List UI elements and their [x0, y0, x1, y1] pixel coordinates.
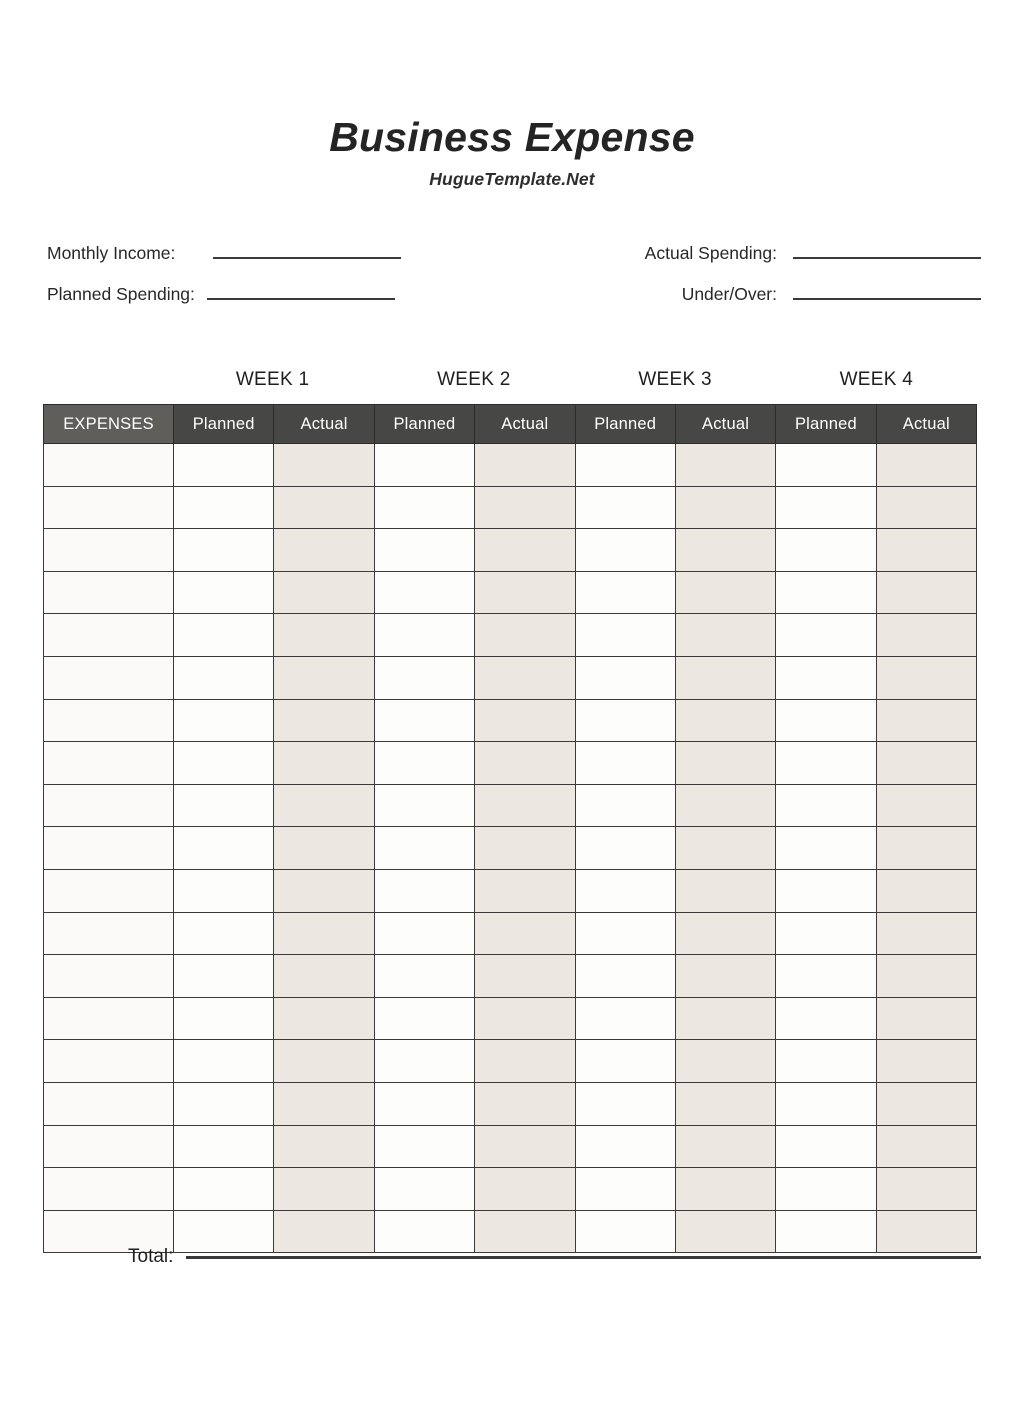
cell-expenses[interactable] — [44, 1082, 174, 1125]
cell-w2_actual[interactable] — [475, 1125, 575, 1168]
cell-w3_actual[interactable] — [675, 742, 775, 785]
cell-w3_planned[interactable] — [575, 1168, 675, 1211]
cell-w4_actual[interactable] — [876, 955, 976, 998]
cell-w4_actual[interactable] — [876, 529, 976, 572]
cell-w1_actual[interactable] — [274, 827, 374, 870]
table-row — [44, 869, 977, 912]
cell-w4_actual[interactable] — [876, 869, 976, 912]
cell-w4_planned[interactable] — [776, 699, 876, 742]
cell-w4_actual[interactable] — [876, 742, 976, 785]
cell-w4_planned[interactable] — [776, 486, 876, 529]
cell-w2_actual[interactable] — [475, 869, 575, 912]
cell-w2_planned[interactable] — [374, 699, 474, 742]
cell-w4_actual[interactable] — [876, 571, 976, 614]
cell-w2_planned[interactable] — [374, 742, 474, 785]
table-row — [44, 699, 977, 742]
cell-w1_planned[interactable] — [174, 1040, 274, 1083]
cell-w3_actual[interactable] — [675, 444, 775, 487]
cell-w1_planned[interactable] — [174, 869, 274, 912]
planned-spending-row — [47, 284, 395, 318]
column-header-w3-actual: Actual — [675, 405, 775, 444]
cell-expenses[interactable] — [44, 699, 174, 742]
expense-table — [43, 404, 977, 1253]
title-block — [0, 116, 1024, 190]
cell-w3_planned[interactable] — [575, 827, 675, 870]
cell-w1_planned[interactable] — [174, 529, 274, 572]
week-label-spacer — [43, 368, 172, 398]
cell-w4_planned[interactable] — [776, 912, 876, 955]
cell-w4_actual[interactable] — [876, 1040, 976, 1083]
cell-w3_actual[interactable] — [675, 529, 775, 572]
column-header-w4-actual: Actual — [876, 405, 976, 444]
cell-w2_planned[interactable] — [374, 1082, 474, 1125]
cell-expenses[interactable] — [44, 486, 174, 529]
planned-spending-input[interactable] — [207, 297, 395, 300]
cell-w1_actual[interactable] — [274, 1168, 374, 1211]
table-row — [44, 1125, 977, 1168]
cell-w3_planned[interactable] — [575, 614, 675, 657]
column-header-w2-planned: Planned — [374, 405, 474, 444]
column-header-w2-actual: Actual — [475, 405, 575, 444]
cell-w2_actual[interactable] — [475, 912, 575, 955]
cell-w1_planned[interactable] — [174, 742, 274, 785]
cell-w3_planned[interactable] — [575, 955, 675, 998]
cell-w2_planned[interactable] — [374, 614, 474, 657]
table-row — [44, 955, 977, 998]
column-header-w1-planned: Planned — [174, 405, 274, 444]
cell-w1_planned[interactable] — [174, 444, 274, 487]
cell-w1_actual[interactable] — [274, 869, 374, 912]
cell-w4_planned[interactable] — [776, 742, 876, 785]
cell-w3_planned[interactable] — [575, 1040, 675, 1083]
cell-w2_actual[interactable] — [475, 444, 575, 487]
cell-w4_actual[interactable] — [876, 997, 976, 1040]
column-header-w4-planned: Planned — [776, 405, 876, 444]
cell-w3_planned[interactable] — [575, 784, 675, 827]
table-row — [44, 1082, 977, 1125]
cell-w3_planned[interactable] — [575, 912, 675, 955]
cell-w2_actual[interactable] — [475, 571, 575, 614]
cell-w4_planned[interactable] — [776, 869, 876, 912]
cell-w1_planned[interactable] — [174, 614, 274, 657]
actual-spending-input[interactable] — [793, 256, 981, 259]
cell-w3_planned[interactable] — [575, 571, 675, 614]
cell-w3_planned[interactable] — [575, 656, 675, 699]
cell-w2_actual[interactable] — [475, 784, 575, 827]
actual-spending-row — [634, 243, 981, 277]
expense-table-body — [44, 444, 977, 1253]
cell-w3_actual[interactable] — [675, 486, 775, 529]
table-row — [44, 1168, 977, 1211]
cell-w1_planned[interactable] — [174, 656, 274, 699]
cell-w4_actual[interactable] — [876, 444, 976, 487]
cell-w2_planned[interactable] — [374, 656, 474, 699]
week-group-label-4: WEEK 4 — [839, 369, 914, 390]
cell-w4_planned[interactable] — [776, 1125, 876, 1168]
cell-w3_actual[interactable] — [675, 784, 775, 827]
cell-expenses[interactable] — [44, 571, 174, 614]
under-over-label: Under/Over: — [681, 284, 777, 304]
cell-w1_planned[interactable] — [174, 912, 274, 955]
cell-w4_actual[interactable] — [876, 1082, 976, 1125]
cell-w3_planned[interactable] — [575, 444, 675, 487]
table-row — [44, 997, 977, 1040]
cell-w2_planned[interactable] — [374, 1040, 474, 1083]
cell-expenses[interactable] — [44, 955, 174, 998]
cell-w2_actual[interactable] — [475, 742, 575, 785]
cell-w2_actual[interactable] — [475, 699, 575, 742]
cell-expenses[interactable] — [44, 997, 174, 1040]
cell-w2_actual[interactable] — [475, 827, 575, 870]
cell-w1_actual[interactable] — [274, 529, 374, 572]
cell-w1_planned[interactable] — [174, 486, 274, 529]
cell-w4_actual[interactable] — [876, 614, 976, 657]
cell-w3_actual[interactable] — [675, 699, 775, 742]
cell-w4_planned[interactable] — [776, 529, 876, 572]
cell-w1_actual[interactable] — [274, 1082, 374, 1125]
week-group-label-2: WEEK 2 — [437, 369, 511, 390]
cell-w2_planned[interactable] — [374, 827, 474, 870]
cell-w4_planned[interactable] — [776, 997, 876, 1040]
cell-w1_planned[interactable] — [174, 699, 274, 742]
cell-w4_planned[interactable] — [776, 955, 876, 998]
cell-w4_actual[interactable] — [876, 1168, 976, 1211]
cell-w3_actual[interactable] — [675, 827, 775, 870]
cell-w1_actual[interactable] — [274, 1125, 374, 1168]
cell-w3_actual[interactable] — [675, 1168, 775, 1211]
week-group-label-3: WEEK 3 — [638, 369, 712, 390]
cell-expenses[interactable] — [44, 1168, 174, 1211]
cell-expenses[interactable] — [44, 869, 174, 912]
cell-w2_actual[interactable] — [475, 1082, 575, 1125]
cell-w3_actual[interactable] — [675, 955, 775, 998]
cell-w2_planned[interactable] — [374, 955, 474, 998]
table-row — [44, 827, 977, 870]
cell-w2_actual[interactable] — [475, 955, 575, 998]
cell-w3_actual[interactable] — [675, 1082, 775, 1125]
table-row — [44, 614, 977, 657]
expense-table-header — [44, 405, 977, 444]
cell-w1_actual[interactable] — [274, 656, 374, 699]
actual-spending-label: Actual Spending: — [644, 243, 777, 263]
cell-w2_planned[interactable] — [374, 784, 474, 827]
cell-w3_actual[interactable] — [675, 1125, 775, 1168]
table-row — [44, 912, 977, 955]
cell-expenses[interactable] — [44, 614, 174, 657]
cell-w4_planned[interactable] — [776, 614, 876, 657]
cell-w3_actual[interactable] — [675, 869, 775, 912]
monthly-income-row — [47, 243, 401, 277]
cell-w3_planned[interactable] — [575, 997, 675, 1040]
total-label: Total: — [128, 1246, 174, 1267]
table-row — [44, 486, 977, 529]
cell-expenses[interactable] — [44, 444, 174, 487]
cell-w4_planned[interactable] — [776, 1168, 876, 1211]
total-row — [43, 1246, 981, 1268]
cell-w3_planned[interactable] — [575, 869, 675, 912]
cell-w2_planned[interactable] — [374, 571, 474, 614]
cell-w2_planned[interactable] — [374, 1125, 474, 1168]
cell-expenses[interactable] — [44, 1125, 174, 1168]
cell-w4_planned[interactable] — [776, 444, 876, 487]
cell-w1_actual[interactable] — [274, 784, 374, 827]
column-header-expenses: EXPENSES — [44, 405, 174, 444]
cell-w1_planned[interactable] — [174, 1082, 274, 1125]
cell-w3_planned[interactable] — [575, 529, 675, 572]
summary-fields — [43, 243, 981, 333]
cell-w3_actual[interactable] — [675, 912, 775, 955]
cell-w1_planned[interactable] — [174, 1125, 274, 1168]
cell-w1_actual[interactable] — [274, 699, 374, 742]
cell-w1_actual[interactable] — [274, 955, 374, 998]
site-credit: HugueTemplate.Net — [429, 169, 595, 190]
cell-w3_actual[interactable] — [675, 997, 775, 1040]
cell-w2_actual[interactable] — [475, 656, 575, 699]
cell-w1_planned[interactable] — [174, 571, 274, 614]
cell-w2_planned[interactable] — [374, 869, 474, 912]
cell-w1_planned[interactable] — [174, 1168, 274, 1211]
cell-w1_planned[interactable] — [174, 997, 274, 1040]
cell-w1_actual[interactable] — [274, 614, 374, 657]
cell-w2_actual[interactable] — [475, 614, 575, 657]
cell-expenses[interactable] — [44, 656, 174, 699]
cell-w3_actual[interactable] — [675, 1040, 775, 1083]
cell-w4_actual[interactable] — [876, 699, 976, 742]
cell-w2_actual[interactable] — [475, 1040, 575, 1083]
column-header-w1-actual: Actual — [274, 405, 374, 444]
cell-w4_actual[interactable] — [876, 784, 976, 827]
header-row — [44, 405, 977, 444]
monthly-income-label: Monthly Income: — [47, 243, 176, 263]
table-row — [44, 571, 977, 614]
cell-w2_planned[interactable] — [374, 912, 474, 955]
cell-w2_planned[interactable] — [374, 529, 474, 572]
cell-expenses[interactable] — [44, 912, 174, 955]
cell-w3_planned[interactable] — [575, 1125, 675, 1168]
cell-w4_planned[interactable] — [776, 827, 876, 870]
page-title: Business Expense — [329, 114, 695, 160]
cell-w1_actual[interactable] — [274, 486, 374, 529]
cell-w1_actual[interactable] — [274, 571, 374, 614]
cell-w1_planned[interactable] — [174, 955, 274, 998]
cell-w4_planned[interactable] — [776, 1040, 876, 1083]
cell-w2_planned[interactable] — [374, 1168, 474, 1211]
cell-w4_planned[interactable] — [776, 784, 876, 827]
cell-w3_actual[interactable] — [675, 571, 775, 614]
cell-w4_planned[interactable] — [776, 571, 876, 614]
cell-w2_planned[interactable] — [374, 444, 474, 487]
cell-w3_planned[interactable] — [575, 742, 675, 785]
cell-expenses[interactable] — [44, 529, 174, 572]
cell-w2_actual[interactable] — [475, 529, 575, 572]
cell-w3_planned[interactable] — [575, 1082, 675, 1125]
cell-expenses[interactable] — [44, 742, 174, 785]
week-group-labels — [43, 368, 977, 398]
cell-w1_actual[interactable] — [274, 912, 374, 955]
table-row — [44, 656, 977, 699]
under-over-row — [634, 284, 981, 318]
column-header-w3-planned: Planned — [575, 405, 675, 444]
cell-w3_planned[interactable] — [575, 486, 675, 529]
cell-expenses[interactable] — [44, 784, 174, 827]
table-row — [44, 529, 977, 572]
cell-w4_actual[interactable] — [876, 1125, 976, 1168]
cell-w2_actual[interactable] — [475, 486, 575, 529]
table-row — [44, 1040, 977, 1083]
cell-w1_planned[interactable] — [174, 827, 274, 870]
planned-spending-label: Planned Spending: — [47, 284, 195, 304]
cell-w4_planned[interactable] — [776, 656, 876, 699]
cell-w1_actual[interactable] — [274, 444, 374, 487]
cell-w2_planned[interactable] — [374, 997, 474, 1040]
cell-w3_planned[interactable] — [575, 699, 675, 742]
cell-w3_actual[interactable] — [675, 656, 775, 699]
cell-w1_planned[interactable] — [174, 784, 274, 827]
cell-w1_actual[interactable] — [274, 997, 374, 1040]
cell-expenses[interactable] — [44, 827, 174, 870]
cell-w4_actual[interactable] — [876, 486, 976, 529]
table-row — [44, 784, 977, 827]
cell-w4_actual[interactable] — [876, 656, 976, 699]
cell-w2_planned[interactable] — [374, 486, 474, 529]
cell-w4_planned[interactable] — [776, 1082, 876, 1125]
week-group-label-1: WEEK 1 — [235, 369, 310, 390]
cell-w1_actual[interactable] — [274, 742, 374, 785]
under-over-input[interactable] — [793, 297, 981, 300]
cell-w4_actual[interactable] — [876, 827, 976, 870]
table-row — [44, 742, 977, 785]
cell-expenses[interactable] — [44, 1040, 174, 1083]
cell-w1_actual[interactable] — [274, 1040, 374, 1083]
total-input[interactable] — [186, 1255, 981, 1259]
cell-w2_actual[interactable] — [475, 997, 575, 1040]
cell-w2_actual[interactable] — [475, 1168, 575, 1211]
cell-w4_actual[interactable] — [876, 912, 976, 955]
table-row — [44, 444, 977, 487]
monthly-income-input[interactable] — [213, 256, 401, 259]
cell-w3_actual[interactable] — [675, 614, 775, 657]
